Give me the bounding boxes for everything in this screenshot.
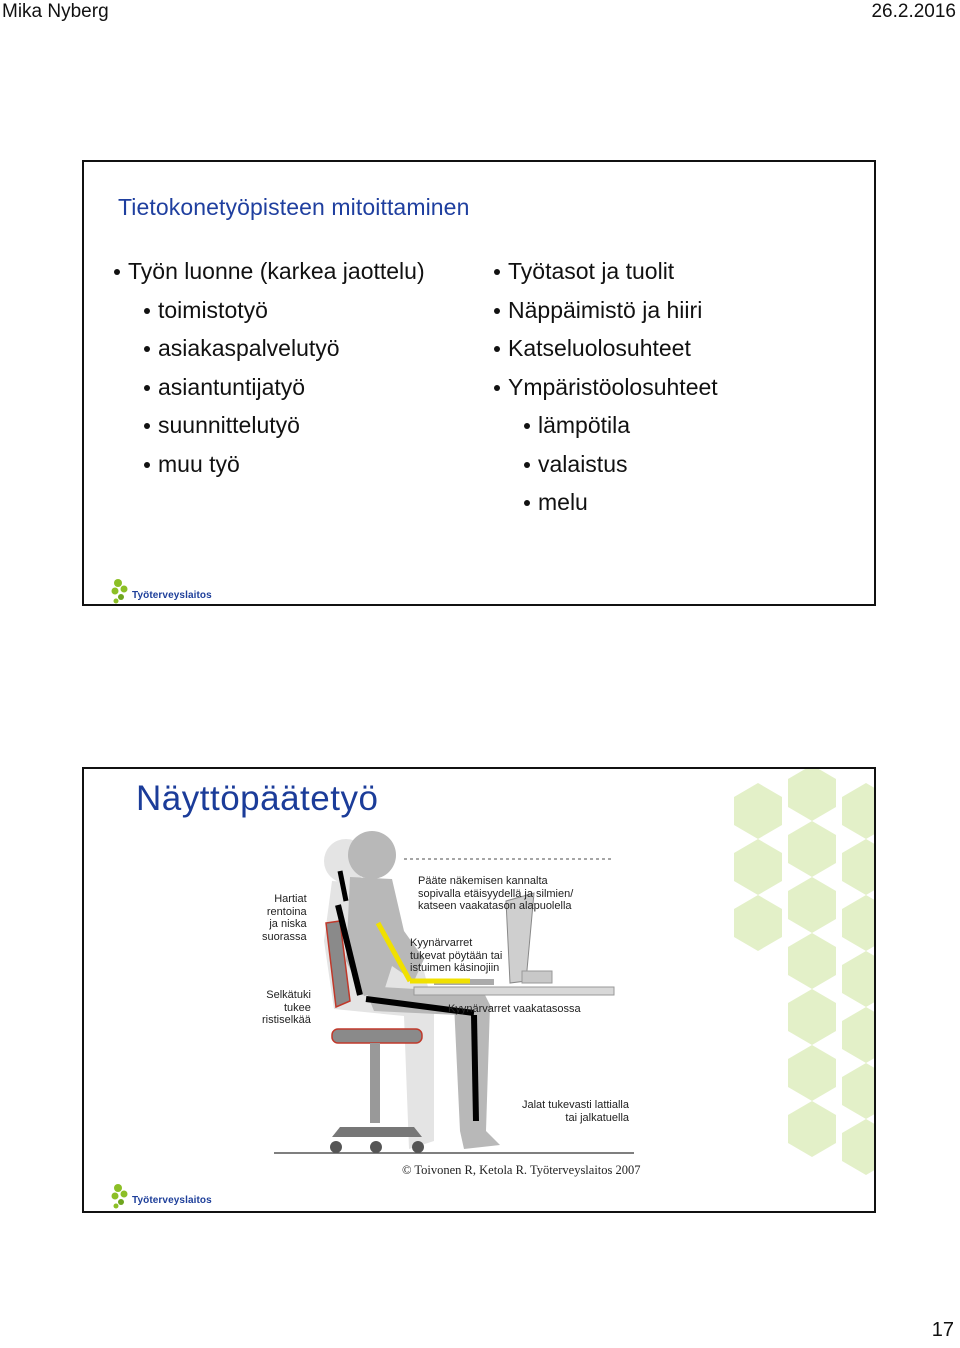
label-line: Kyynärvarret vaakatasossa [448, 1003, 581, 1015]
bullet-item: Työn luonne (karkea jaottelu) [114, 252, 425, 291]
logo-text: Työterveyslaitos [132, 1195, 212, 1206]
label-backrest [262, 989, 311, 1027]
label-line: Jalat tukevasti lattialla [522, 1099, 629, 1111]
bullet-item: Näppäimistö ja hiiri [494, 291, 718, 330]
header-date: 26.2.2016 [871, 1, 956, 22]
label-line: tukee [283, 1001, 311, 1014]
bullet-item: suunnittelutyö [144, 406, 425, 445]
slide-1-title: Tietokonetyöpisteen mitoittaminen [118, 194, 470, 220]
logo-flower-icon [110, 1183, 132, 1209]
header-author: Mika Nyberg [2, 1, 109, 22]
bullet-item: Työtasot ja tuolit [494, 252, 718, 291]
bullet-item: lämpötila [524, 406, 718, 445]
bullet-item: asiantuntijatyö [144, 368, 425, 407]
label-line: istuimen käsinojiin [410, 962, 500, 974]
bullet-item: melu [524, 483, 718, 522]
label-line: tai jalkatuella [565, 1111, 629, 1124]
label-forearms-level [448, 1003, 581, 1016]
label-line: ristiselkää [262, 1014, 311, 1026]
label-forearms-support [410, 937, 502, 975]
label-line: Hartiat [274, 893, 307, 905]
tyoterveyslaitos-logo [110, 578, 212, 604]
label-line: suorassa [262, 930, 307, 943]
bullet-item: toimistotyö [144, 291, 425, 330]
bullet-item: asiakaspalvelutyö [144, 329, 425, 368]
label-line: rentoina [266, 905, 307, 918]
label-line: tukevat pöytään tai [410, 949, 503, 962]
bullet-item: Ympäristöolosuhteet [494, 368, 718, 407]
label-feet [522, 1099, 629, 1124]
label-screen [418, 875, 573, 913]
logo-text: Työterveyslaitos [132, 590, 212, 601]
slide-2 [82, 767, 876, 1213]
bullet-item: valaistus [524, 445, 718, 484]
right-bullet-list [494, 252, 718, 522]
label-line: ja niska [269, 918, 307, 930]
label-line: Selkätuki [266, 989, 311, 1001]
left-bullet-list [114, 252, 425, 483]
copyright-text: © Toivonen R, Ketola R. Työterveyslaitos 2007 [402, 1163, 641, 1177]
bullet-item: Katseluolosuhteet [494, 329, 718, 368]
slide-2-title: Näyttöpäätetyö [136, 779, 379, 818]
label-line: sopivalla etäisyydellä ja silmien/ [418, 887, 574, 900]
bullet-item: muu työ [144, 445, 425, 484]
label-shoulders [262, 893, 307, 943]
label-line: Pääte näkemisen kannalta [418, 875, 548, 887]
tyoterveyslaitos-logo [110, 1183, 212, 1209]
label-line: Kyynärvarret [410, 937, 473, 949]
slide-1 [82, 160, 876, 606]
page-number: 17 [931, 1319, 954, 1341]
label-line: katseen vaakatason alapuolella [418, 900, 572, 912]
logo-flower-icon [110, 578, 132, 604]
